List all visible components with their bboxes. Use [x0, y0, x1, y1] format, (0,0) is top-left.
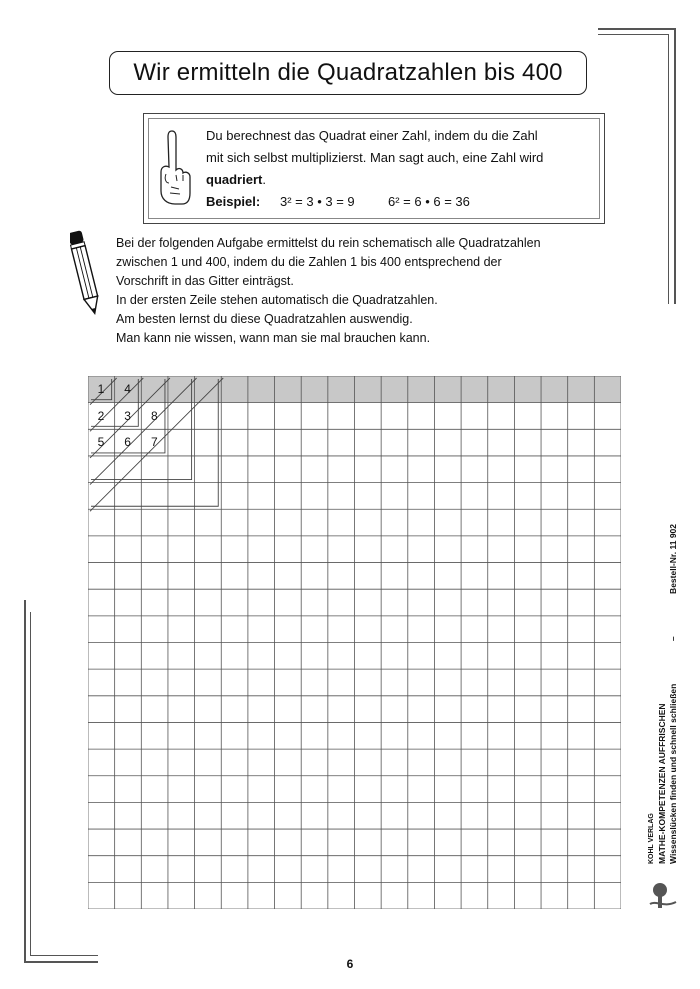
grid-number: 2 [97, 408, 105, 423]
info-line-1: Du berechnest das Quadrat einer Zahl, indem du die Zahl [206, 128, 538, 143]
sidebar-row-2 [668, 524, 679, 864]
instruction-line-5: Am besten lernst du diese Quadratzahlen auswendig. [116, 312, 413, 326]
instruction-line-2: zwischen 1 und 400, indem du die Zahlen 1 bis 400 entsprechend der [116, 255, 502, 269]
instruction-line-4: In der ersten Zeile stehen automatisch die Quadratzahlen. [116, 293, 438, 307]
grid-number: 6 [124, 435, 131, 450]
sidebar-order-number: Bestell-Nr. 11 902 [668, 524, 678, 594]
frame-top-right-v2 [668, 34, 669, 304]
instruction-line-3: Vorschrift in das Gitter einträgst. [116, 274, 294, 288]
frame-bottom-left-h2 [30, 955, 98, 956]
grid-number: 1 [97, 382, 105, 396]
sidebar-imprint [646, 524, 690, 864]
info-box [143, 113, 605, 224]
frame-bottom-left-v2 [30, 612, 31, 956]
example-label: Beispiel: [206, 194, 261, 209]
example-1: 3² = 3 • 3 = 9 [280, 194, 355, 209]
instruction-line-1: Bei der folgenden Aufgabe ermittelst du rein schematisch alle Quadratzahlen [116, 236, 541, 250]
frame-bottom-left-h1 [24, 961, 98, 963]
instruction-line-6: Man kann nie wissen, wann man sie mal brauchen kann. [116, 331, 431, 345]
grid-lines [88, 376, 621, 909]
info-bold-word: quadriert [206, 172, 263, 187]
square-number-grid [88, 376, 621, 909]
info-line-3-end: . [262, 172, 266, 187]
sidebar-series-title: MATHE-KOMPETENZEN AUFFRISCHEN [657, 703, 667, 864]
frame-bottom-left-v1 [24, 600, 26, 962]
frame-top-right-h1 [598, 28, 674, 30]
grid-number: 7 [150, 435, 158, 450]
info-box-inner [148, 118, 600, 219]
sidebar-publisher: KOHL VERLAG [648, 813, 655, 864]
sidebar-dash: – [668, 636, 678, 642]
grid-number: 5 [97, 435, 105, 450]
frame-top-right-v1 [674, 28, 676, 304]
page-title: Wir ermitteln die Quadratzahlen bis 400 [109, 51, 587, 95]
example-2: 6² = 6 • 6 = 36 [388, 194, 470, 209]
grid-number: 3 [124, 408, 131, 423]
publisher-logo [646, 880, 682, 914]
frame-top-right-h2 [598, 34, 668, 35]
info-line-3 [206, 172, 266, 187]
page-number: 6 [346, 957, 354, 971]
sidebar-subtitle: Wissenslücken finden und schnell schließen [668, 683, 678, 864]
grid-number: 4 [124, 382, 131, 396]
pointing-hand-icon [155, 127, 193, 207]
pencil-icon [70, 228, 104, 320]
grid-number: 8 [150, 408, 158, 423]
info-line-2: mit sich selbst multiplizierst. Man sagt auch, eine Zahl wird [206, 150, 544, 165]
